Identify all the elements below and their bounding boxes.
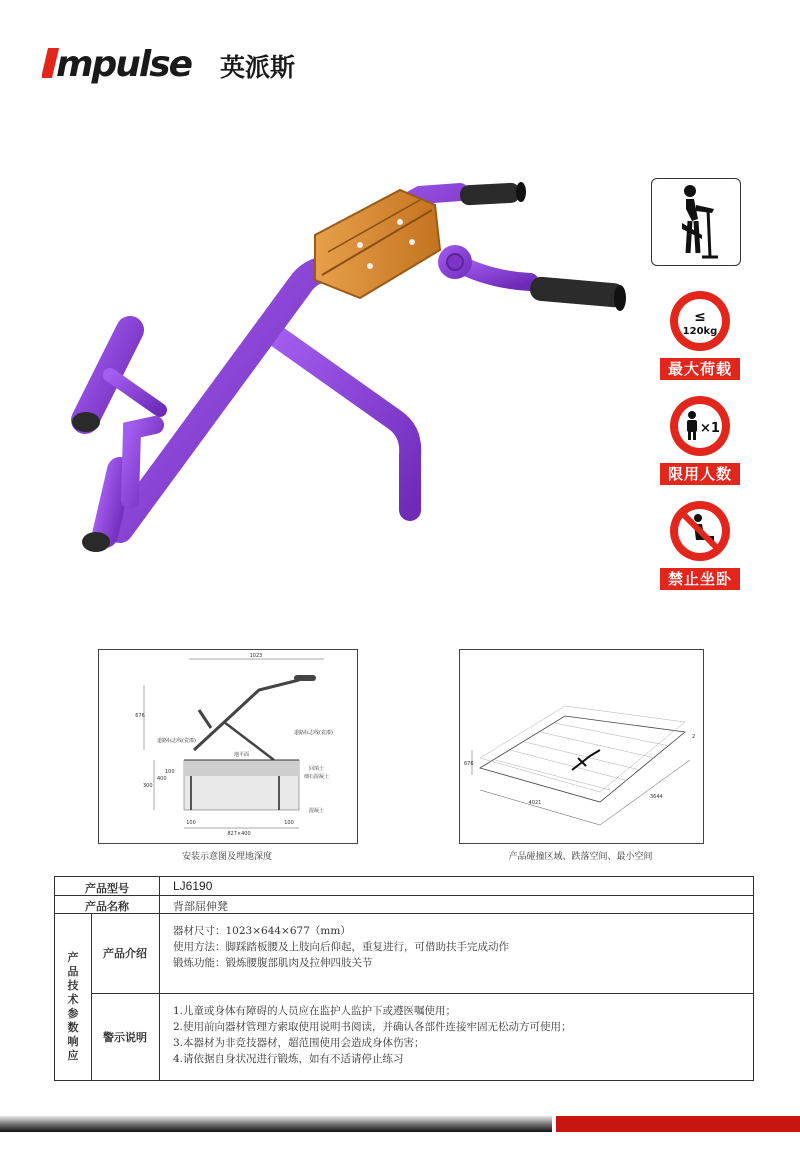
zone-dim-height: 676: [464, 761, 474, 767]
dim-width: 1023: [249, 653, 263, 659]
zone-caption: 产品碰撞区域、跌落空间、最小空间: [508, 852, 653, 862]
footer-bar: [0, 1116, 800, 1132]
no-sitting-sign: [660, 498, 740, 588]
installation-drawing: [98, 649, 358, 844]
load-value: 120kg: [682, 326, 718, 337]
usage-pictogram: [651, 178, 741, 266]
max-load-label: 最大荷载: [660, 358, 740, 380]
warn-label: 警示说明: [103, 1031, 147, 1044]
intro-line-1: 器材尺寸：1023×644×677（mm）: [173, 925, 351, 937]
base-dim-1: 100: [186, 820, 196, 826]
max-load-sign: [660, 288, 740, 378]
user-count: ×1: [700, 421, 720, 436]
note-fine-concrete: 细石混凝土: [304, 774, 330, 780]
max-load-icon: [660, 288, 740, 354]
intro-label: 产品介绍: [103, 947, 147, 960]
note-marking-left: 道路标志线(瓷漆): [157, 738, 196, 744]
depth-dim-3: 100: [165, 769, 175, 775]
note-backfill: 回填土: [309, 766, 325, 772]
depth-dim-2: 400: [157, 776, 167, 782]
dim-height: 676: [135, 713, 145, 719]
user-limit-label: 限用人数: [660, 463, 740, 485]
single-user-icon: [660, 393, 740, 459]
zone-dim-gap: 2: [692, 734, 696, 740]
no-sitting-label: 禁止坐卧: [660, 568, 740, 590]
intro-line-2: 使用方法：脚踩踏板腰及上肢向后仰起，重复进行，可借助扶手完成动作: [173, 941, 509, 953]
warn-line-3: 3.本器材为非竞技器材，超范围使用会造成身体伤害；: [173, 1037, 425, 1049]
brand-logo: [42, 38, 342, 88]
installation-caption: 安装示意图及埋地深度: [181, 852, 272, 862]
warn-line-2: 2.使用前向器材管理方索取使用说明书阅读，并确认各部件连接牢固无松动方可使用；: [173, 1021, 572, 1033]
side-label: 产品技术参数响应: [67, 951, 79, 1062]
zone-dim-width: 3644: [650, 794, 663, 800]
logo-graphic: [42, 38, 342, 88]
load-symbol: ≤: [694, 309, 706, 325]
name-label: 产品名称: [85, 900, 129, 913]
warn-line-4: 4.请依据自身状况进行锻炼，如有不适请停止练习: [173, 1053, 404, 1065]
zone-drawing: [459, 649, 704, 844]
product-illustration: [60, 170, 640, 570]
base-dim-3: 100: [284, 820, 294, 826]
intro-line-3: 锻炼功能：锻炼腰腹部肌肉及拉伸四肢关节: [173, 957, 373, 969]
no-sitting-icon: [660, 498, 740, 564]
collision-zone-diagram: [460, 650, 703, 843]
logo-cn: 英派斯: [220, 53, 296, 82]
note-marking-right: 道路标志线(瓷漆): [294, 730, 333, 736]
depth-dim-1: 300: [143, 783, 153, 789]
spec-table: [54, 876, 754, 1081]
model-value: LJ6190: [173, 879, 213, 893]
base-dim-2: 827×400: [227, 831, 251, 837]
logo-wordmark: mpulse: [56, 44, 192, 85]
installation-diagram: [99, 650, 357, 843]
user-limit-sign: [660, 393, 740, 483]
zone-dim-length: 4021: [528, 800, 542, 806]
note-concrete: 混凝土: [309, 808, 325, 814]
note-ground: 地平面: [234, 752, 250, 758]
name-value: 背部屈伸凳: [173, 900, 228, 913]
warn-line-1: 1.儿童或身体有障碍的人员应在监护人监护下或遵医嘱使用；: [173, 1005, 457, 1017]
model-label: 产品型号: [85, 882, 129, 895]
person-exercising-icon: [652, 179, 740, 265]
